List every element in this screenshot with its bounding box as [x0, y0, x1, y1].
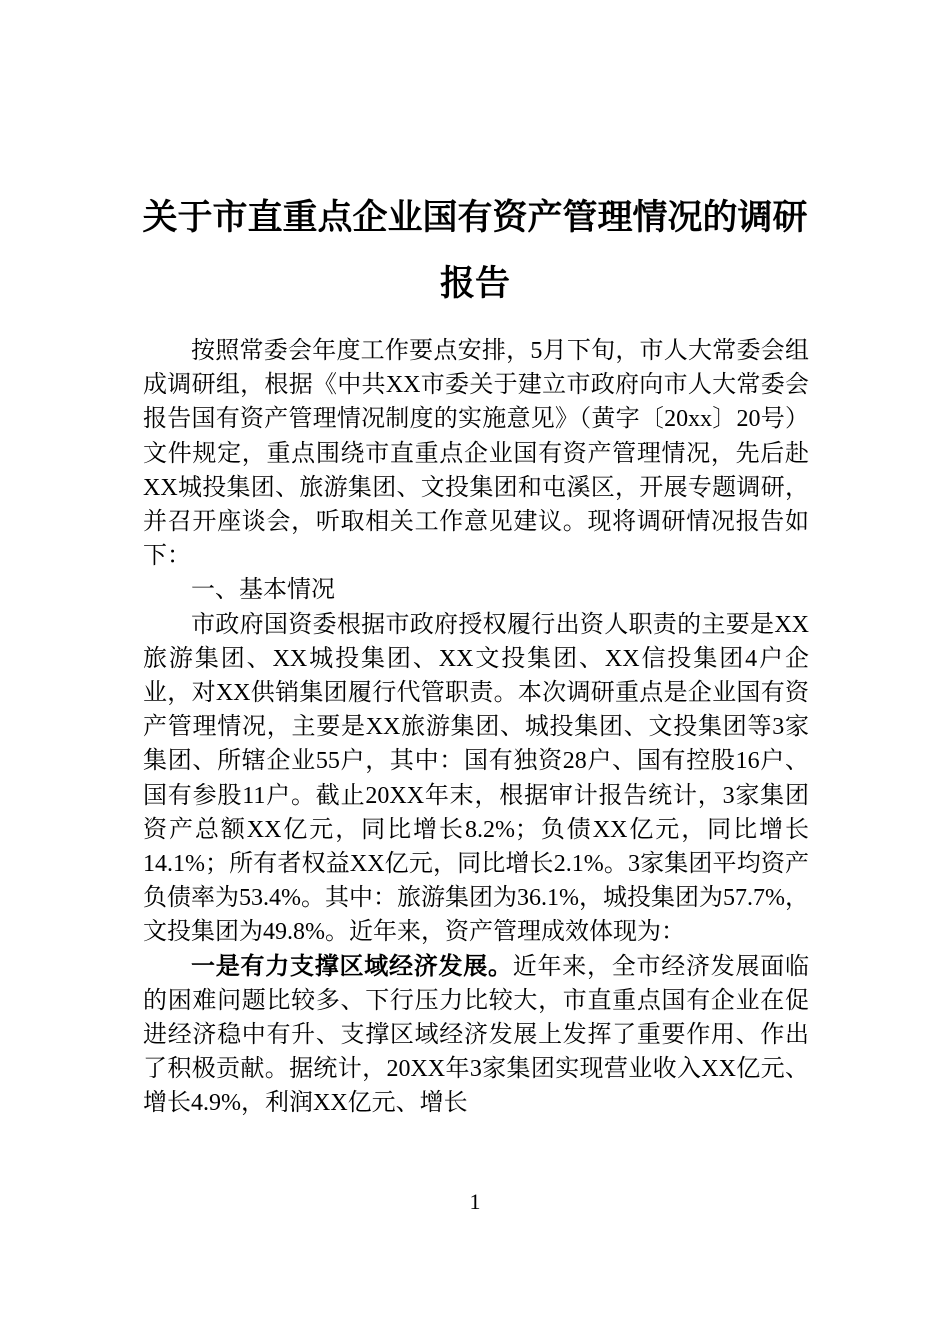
paragraph-basic-situation: 市政府国资委根据市政府授权履行出资人职责的主要是XX旅游集团、XX城投集团、XX文投集团、XX信投集团4户企业，对XX供销集团履行代管职责。本次调研重点是企业国有资产管理情况，主要是XX旅游集团、城投集团、文投集团等3家集团、所辖企业55户，其中：国有独资28户、国有控股16户、国有参股11户。截止20XX年末，根据审计报告统计，3家集团资产总额XX亿元，同比增长8.2%；负债XX亿元，同比增长14.1%；所有者权益XX亿元，同比增长2.1%。3家集团平均资产负债率为53.4%。其中：旅游集团为36.1%，城投集团为57.7%，文投集团为49.8%。近年来，资产管理成效体现为： [143, 611, 809, 946]
page-number: 1 [469, 1189, 481, 1214]
section-heading-basic-situation: 一、基本情况 [191, 577, 335, 604]
document-title: 关于市直重点企业国有资产管理情况的调研报告 [142, 198, 808, 305]
paragraph-point-one [143, 950, 809, 1121]
point-one-lead: 一是有力支撑区域经济发展。 [191, 953, 513, 980]
paragraph-intro: 按照常委会年度工作要点安排，5月下旬，市人大常委会组成调研组，根据《中共XX市委关于建立市政府向市人大常委会报告国有资产管理情况制度的实施意见》（黄字〔20xx〕20号）文件规定，重点围绕市直重点企业国有资产管理情况，先后赴XX城投集团、旅游集团、文投集团和屯溪区，开展专题调研，并召开座谈会，听取相关工作意见建议。现将调研情况报告如下： [143, 338, 809, 570]
point-one-text: 近年来，全市经济发展面临的困难问题比较多、下行压力比较大，市直重点国有企业在促进经济稳中有升、支撑区域经济发展上发挥了重要作用、作出了积极贡献。据统计，20XX年3家集团实现营业收入XX亿元、增长4.9%，利润XX亿元、增长 [143, 953, 809, 1117]
document-body [143, 334, 809, 1121]
